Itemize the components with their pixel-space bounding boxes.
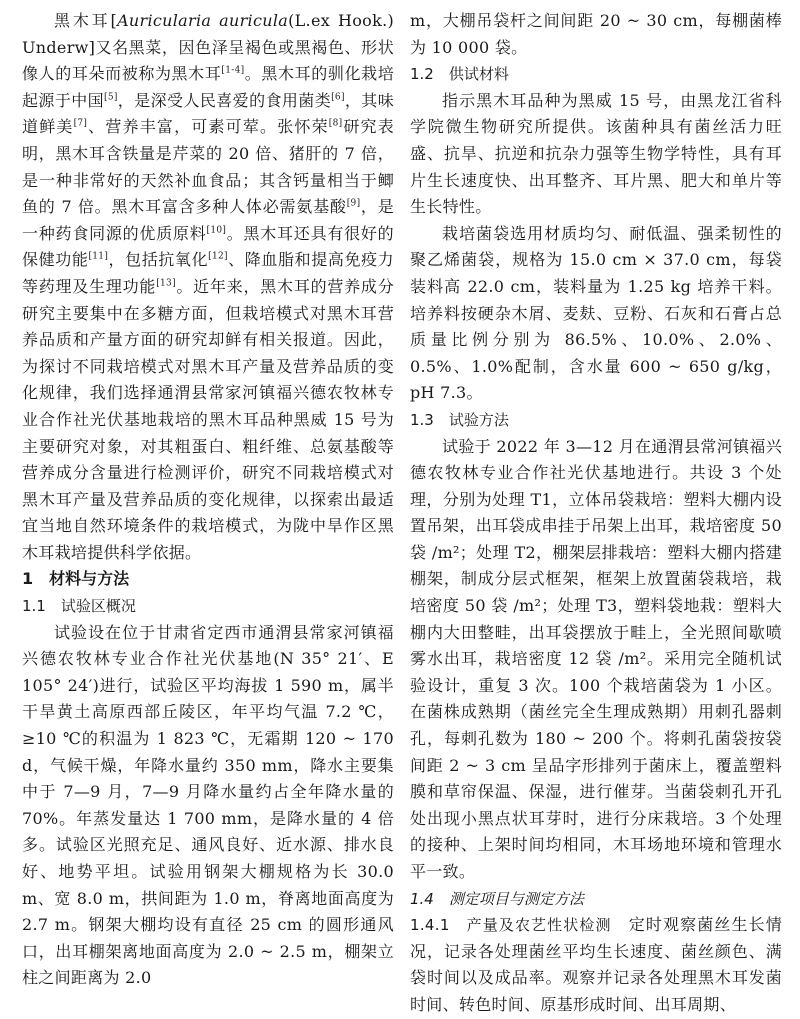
left-column [22, 8, 394, 992]
citation: [7] [73, 119, 88, 130]
citation: [12] [208, 252, 228, 263]
citation: [9] [346, 198, 361, 209]
citation: [5] [104, 92, 118, 103]
section-heading-1-2: 1.2 供试材料 [410, 65, 509, 84]
citation: [6] [331, 92, 345, 103]
citation: [13] [156, 278, 176, 289]
subsection-heading-1-4-1: 1.4.1 产量及农艺性状检测 [410, 916, 612, 935]
intro-paragraph: 黑木耳[Auricularia auricula(L.ex Hook.) Underw]又名黑菜，因色泽呈褐色或黑褐色、形状像人的耳朵而被称为黑木耳[1-4]。黑木耳的驯化栽培起源于中国[5]，是深受人民喜爱的食用菌类[6]，其味道鲜美[7]、营养丰富，可素可荤。张怀荣[8]研究表明，黑木耳含铁量是芹菜的 20 倍、猪肝的 7 倍，是一种非常好的天然补血食品；其含钙量相当于鲫鱼的 7 倍。黑木耳富含多种人体必需氨基酸[9]，是一种药食同源的优质原料[10]。黑木耳还具有很好的保健功能[11]，包括抗氧化[12]、降血脂和提高免疫力等药理及生理功能[13]。近年来，黑木耳的营养成分研究主要集中在多糖方面，但栽培模式对黑木耳营养品质和产量方面的研究却鲜有相关报道。因此，为探讨不同栽培模式对黑木耳产量及营养品质的变化规律，我们选择通渭县常家河镇福兴德农牧林专业合作社光伏基地栽培的黑木耳品种黑威 15 号为主要研究对象，对其粗蛋白、粗纤维、总氨基酸等营养成分含量进行检测评价，研究不同栽培模式对黑木耳产量及营养品质的变化规律，以探索出最适宜当地自然环境条件的栽培模式，为陇中旱作区黑木耳栽培提供科学依据。 [22, 11, 395, 562]
citation: [8] [328, 119, 343, 130]
citation: [1-4] [221, 65, 245, 76]
section-heading-1-1: 1.1 试验区概况 [22, 597, 136, 616]
section-1-3-text: 试验于 2022 年 3—12 月在通渭县常河镇福兴德农牧林专业合作社光伏基地进行。共设 3 个处理，分别为处理 T1，立体吊袋栽培：塑料大棚内设置吊架，出耳袋成串挂于吊架上出耳，栽培密度 50 袋 /m²；处理 T2，棚架层排栽培：塑料大棚内搭建棚架，制成分层式框架，框架上放置菌袋栽培，栽培密度 50 袋 /m²；处理 T3，塑料袋地栽：塑料大棚内大田整畦，出耳袋摆放于畦上，全光照间歇喷雾水出耳，栽培密度 12 袋 /m²。采用完全随机试验设计，重复 3 次。100 个栽培菌袋为 1 小区。在菌株成熟期（菌丝完全生理成熟期）用刺孔器刺孔，每刺孔数为 180 ~ 200 个。将刺孔菌袋按袋间距 2 ~ 3 cm 呈品字形排列于菌床上，覆盖塑料膜和草帘保温、保湿，进行催芽。当菌袋刺孔开孔处出现小黑点状耳芽时，进行分床栽培。3 个处理的接种、上架时间均相同，木耳场地环境和管理水平一致。 [410, 436, 782, 881]
section-1-2-paragraph-1: 指示黑木耳品种为黑威 15 号，由黑龙江省科学院微生物研究所提供。该菌种具有菌丝活力旺盛、抗旱、抗逆和抗杂力强等生物学特性，具有耳片生长速度快、出耳整齐、耳片黑、肥大和单片等生长特性。 [410, 90, 782, 217]
section-heading-1: 1 材料与方法 [22, 569, 130, 589]
section-heading-1-4: 1.4 测定项目与测定方法 [410, 889, 584, 908]
latin-name: Auricularia auricula [117, 11, 289, 30]
section-1-4-1-paragraph: 1.4.1 产量及农艺性状检测 定时观察菌丝生长情况，记录各处理菌丝平均生长速度、菌丝颜色、满袋时间以及成品率。观察并记录各处理黑木耳发菌时间、转色时间、原基形成时间、出耳周期、 [410, 915, 782, 1014]
section-1-1-text: 试验设在位于甘肃省定西市通渭县常家河镇福兴德农牧林专业合作社光伏基地(N 35° 21′、E 105° 24′)进行，试验区平均海拔 1 590 m，属半干旱黄土高原西部丘陵区，年平均气温 7.2 ℃，≥10 ℃的积温为 1 823 ℃，无霜期 120 ~ 170 d，气候干燥，年降水量约 350 mm，降水主要集中于 7—9 月，7—9 月降水量约占全年降水量的 70%。年蒸发量达 1 700 mm，是降水量的 4 倍多。试验区光照充足、通风良好、近水源、排水良好、地势平坦。试验用钢架大棚规格为长 30.0 m、宽 8.0 m，拱间距为 1.0 m，脊离地面高度为 2.7 m。钢架大棚均设有直径 25 cm 的圆形通风口，出耳棚架离地面高度为 2.0 ~ 2.5 m，棚架立柱之间距离为 2.0 [22, 622, 394, 988]
citation: [10] [206, 225, 227, 236]
right-column [410, 8, 782, 1019]
continued-text: m，大棚吊袋杆之间间距 20 ~ 30 cm，每棚菌棒为 10 000 袋。 [410, 11, 782, 57]
section-1-2-paragraph-2: 栽培菌袋选用材质均匀、耐低温、强柔韧性的聚乙烯菌袋，规格为 15.0 cm × 37.0 cm，每袋装料高 22.0 cm，装料量为 1.25 kg 培养干料。培养料按硬杂木屑、麦麸、豆粉、石灰和石膏占总质量比例分别为 86.5%、10.0%、2.0%、0.5%、1.0%配制，含水量 600 ~ 650 g/kg，pH 7.3。 [410, 223, 782, 403]
citation: [11] [88, 252, 109, 263]
section-heading-1-3: 1.3 试验方法 [410, 410, 509, 429]
